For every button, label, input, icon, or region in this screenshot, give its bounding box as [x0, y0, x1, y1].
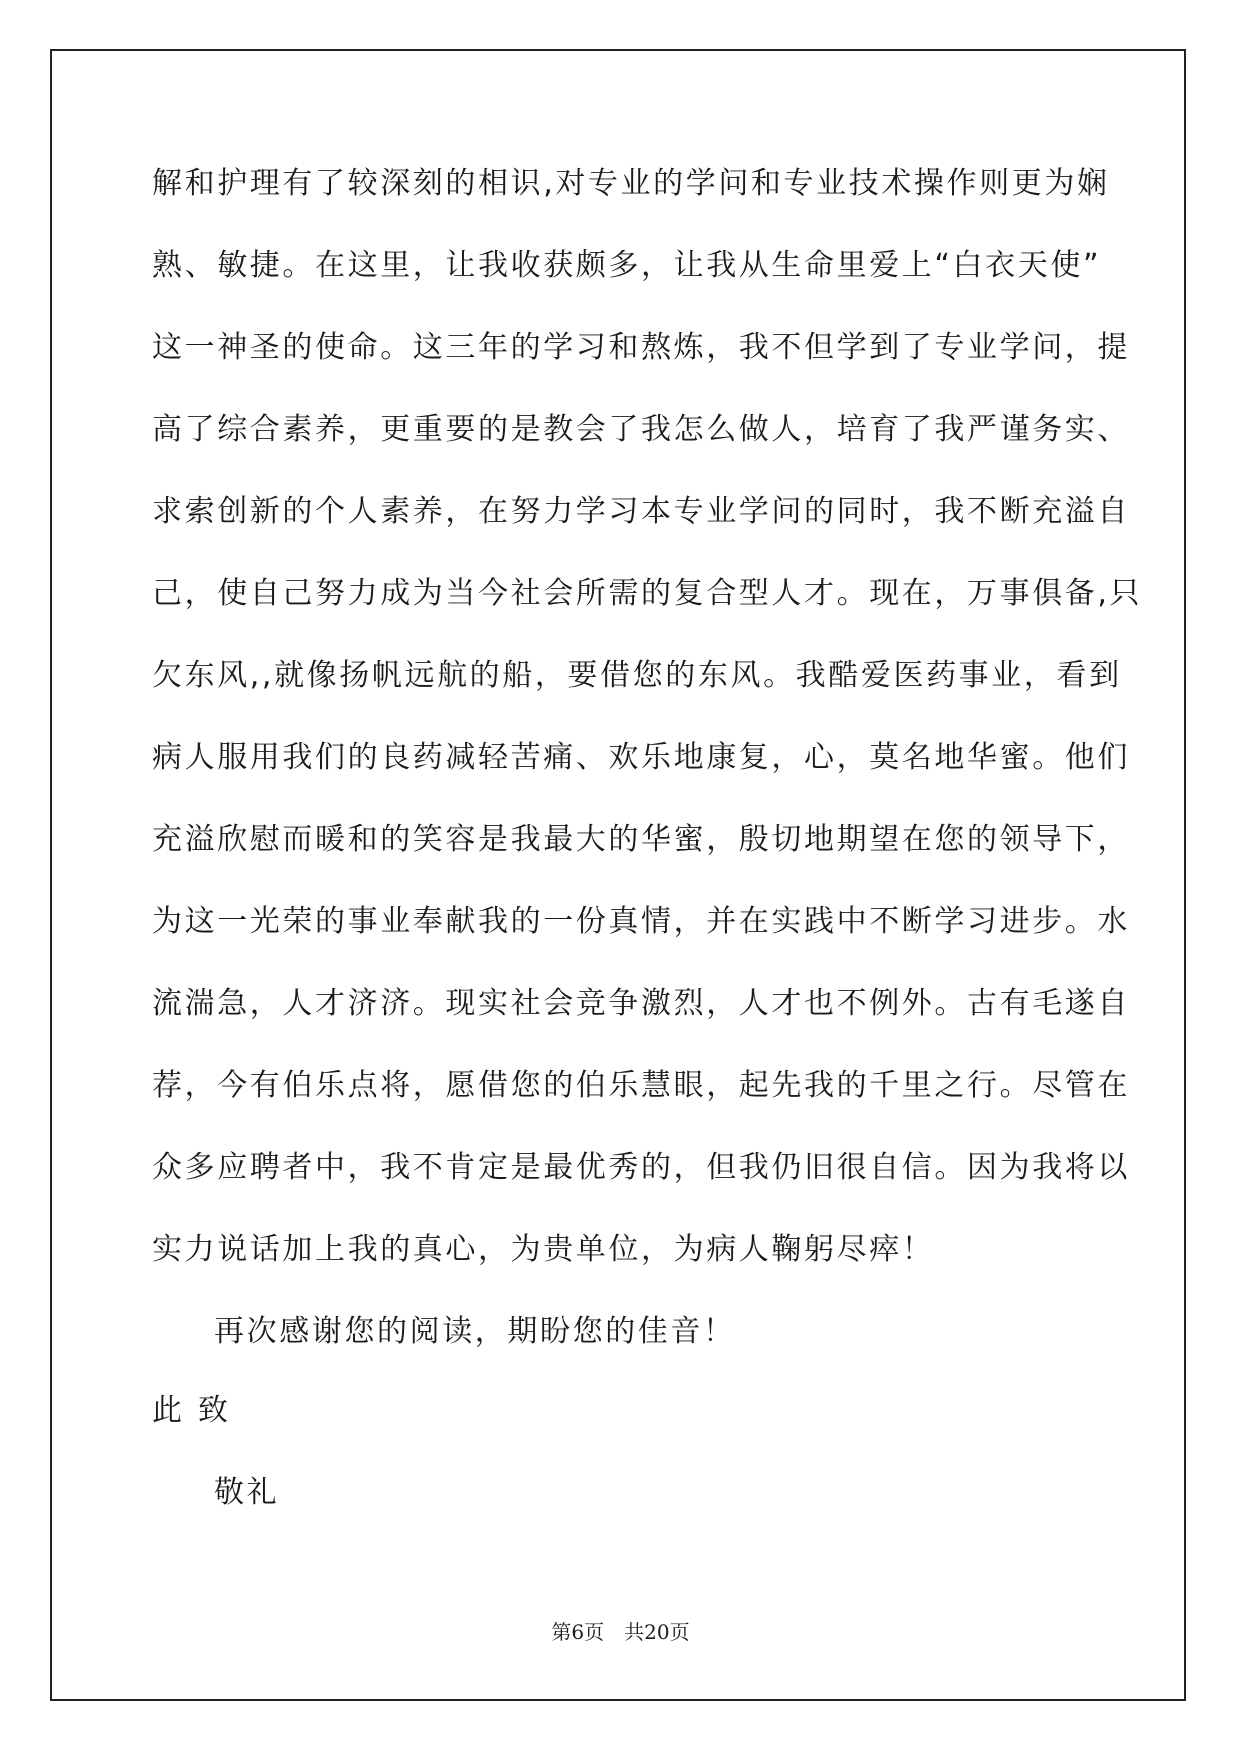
body-line: 为这一光荣的事业奉献我的一份真情，并在实践中不断学习进步。水: [152, 904, 1130, 939]
body-line: 流湍急，人才济济。现实社会竞争激烈，人才也不例外。古有毛遂自: [152, 986, 1130, 1021]
body-line: 充溢欣慰而暖和的笑容是我最大的华蜜，殷切地期望在您的领导下，: [152, 822, 1130, 857]
regards: 敬礼: [214, 1475, 280, 1510]
page-number-footer: 第6页 共20页: [551, 1620, 690, 1644]
body-line: 病人服用我们的良药减轻苦痛、欢乐地康复，心，莫名地华蜜。他们: [152, 740, 1130, 775]
body-line: 解和护理有了较深刻的相识,对专业的学问和专业技术操作则更为娴: [152, 166, 1110, 201]
body-line: 欠东风,,就像扬帆远航的船，要借您的东风。我酷爱医药事业，看到: [152, 658, 1122, 693]
body-line: 求索创新的个人素养，在努力学习本专业学问的同时，我不断充溢自: [152, 494, 1130, 529]
body-line: 这一神圣的使命。这三年的学习和熬炼，我不但学到了专业学问，提: [152, 330, 1130, 365]
body-line: 高了综合素养，更重要的是教会了我怎么做人，培育了我严谨务实、: [152, 412, 1130, 447]
body-line: 众多应聘者中，我不肯定是最优秀的，但我仍旧很自信。因为我将以: [152, 1150, 1130, 1185]
body-line: 己，使自己努力成为当今社会所需的复合型人才。现在，万事俱备,只: [152, 576, 1143, 611]
letter-body: [152, 164, 1143, 1394]
body-line: 熟、敏捷。在这里，让我收获颇多，让我从生命里爱上“白衣天使”: [152, 248, 1102, 283]
closing-thanks-line: 再次感谢您的阅读，期盼您的佳音！: [214, 1314, 736, 1349]
body-line: 实力说话加上我的真心，为贵单位，为病人鞠躬尽瘁！: [152, 1232, 935, 1267]
salutation: 此致: [152, 1393, 244, 1428]
body-line: 荐，今有伯乐点将，愿借您的伯乐慧眼，起先我的千里之行。尽管在: [152, 1068, 1130, 1103]
